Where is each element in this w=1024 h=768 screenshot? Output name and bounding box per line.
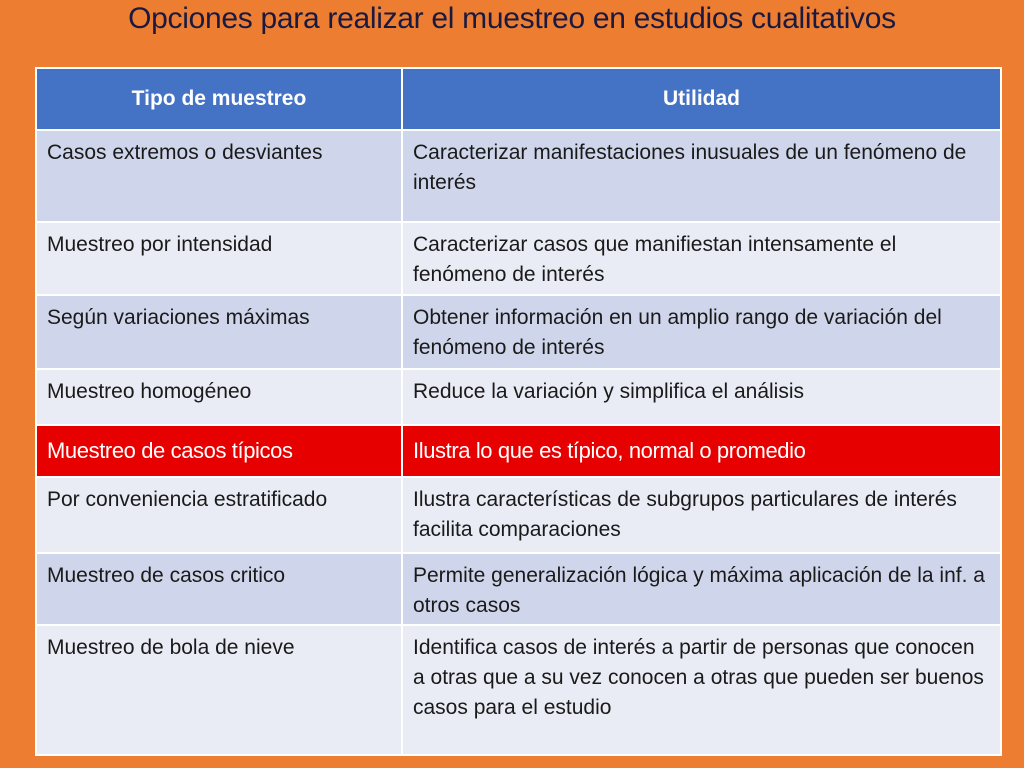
cell-tipo: Muestreo de bola de nieve [36, 625, 402, 755]
table-row [36, 553, 1001, 625]
cell-utilidad: Identifica casos de interés a partir de personas que conocen a otras que a su vez conocen a otras que pueden ser buenos casos para el estudio [402, 625, 1001, 755]
cell-tipo: Muestreo por intensidad [36, 222, 402, 295]
sampling-table [35, 67, 1000, 752]
table-row [36, 295, 1001, 369]
table-row [36, 477, 1001, 553]
table-row [36, 625, 1001, 755]
cell-tipo: Muestreo de casos típicos [36, 425, 402, 477]
table-row [36, 222, 1001, 295]
header-tipo: Tipo de muestreo [36, 68, 402, 130]
cell-utilidad: Caracterizar casos que manifiestan intensamente el fenómeno de interés [402, 222, 1001, 295]
table [35, 67, 1002, 756]
cell-tipo: Por conveniencia estratificado [36, 477, 402, 553]
cell-tipo: Muestreo de casos critico [36, 553, 402, 625]
cell-utilidad: Ilustra lo que es típico, normal o promedio [402, 425, 1001, 477]
cell-tipo: Según variaciones máximas [36, 295, 402, 369]
cell-utilidad: Permite generalización lógica y máxima aplicación de la inf. a otros casos [402, 553, 1001, 625]
header-utilidad: Utilidad [402, 68, 1001, 130]
cell-tipo: Casos extremos o desviantes [36, 130, 402, 222]
cell-utilidad: Reduce la variación y simplifica el análisis [402, 369, 1001, 425]
cell-utilidad: Caracterizar manifestaciones inusuales de un fenómeno de interés [402, 130, 1001, 222]
table-row [36, 369, 1001, 425]
table-header-row [36, 68, 1001, 130]
cell-utilidad: Obtener información en un amplio rango de variación del fenómeno de interés [402, 295, 1001, 369]
table-row [36, 130, 1001, 222]
cell-tipo: Muestreo homogéneo [36, 369, 402, 425]
cell-utilidad: Ilustra características de subgrupos particulares de interés facilita comparaciones [402, 477, 1001, 553]
table-row-highlighted [36, 425, 1001, 477]
slide-title: Opciones para realizar el muestreo en estudios cualitativos [128, 2, 896, 35]
